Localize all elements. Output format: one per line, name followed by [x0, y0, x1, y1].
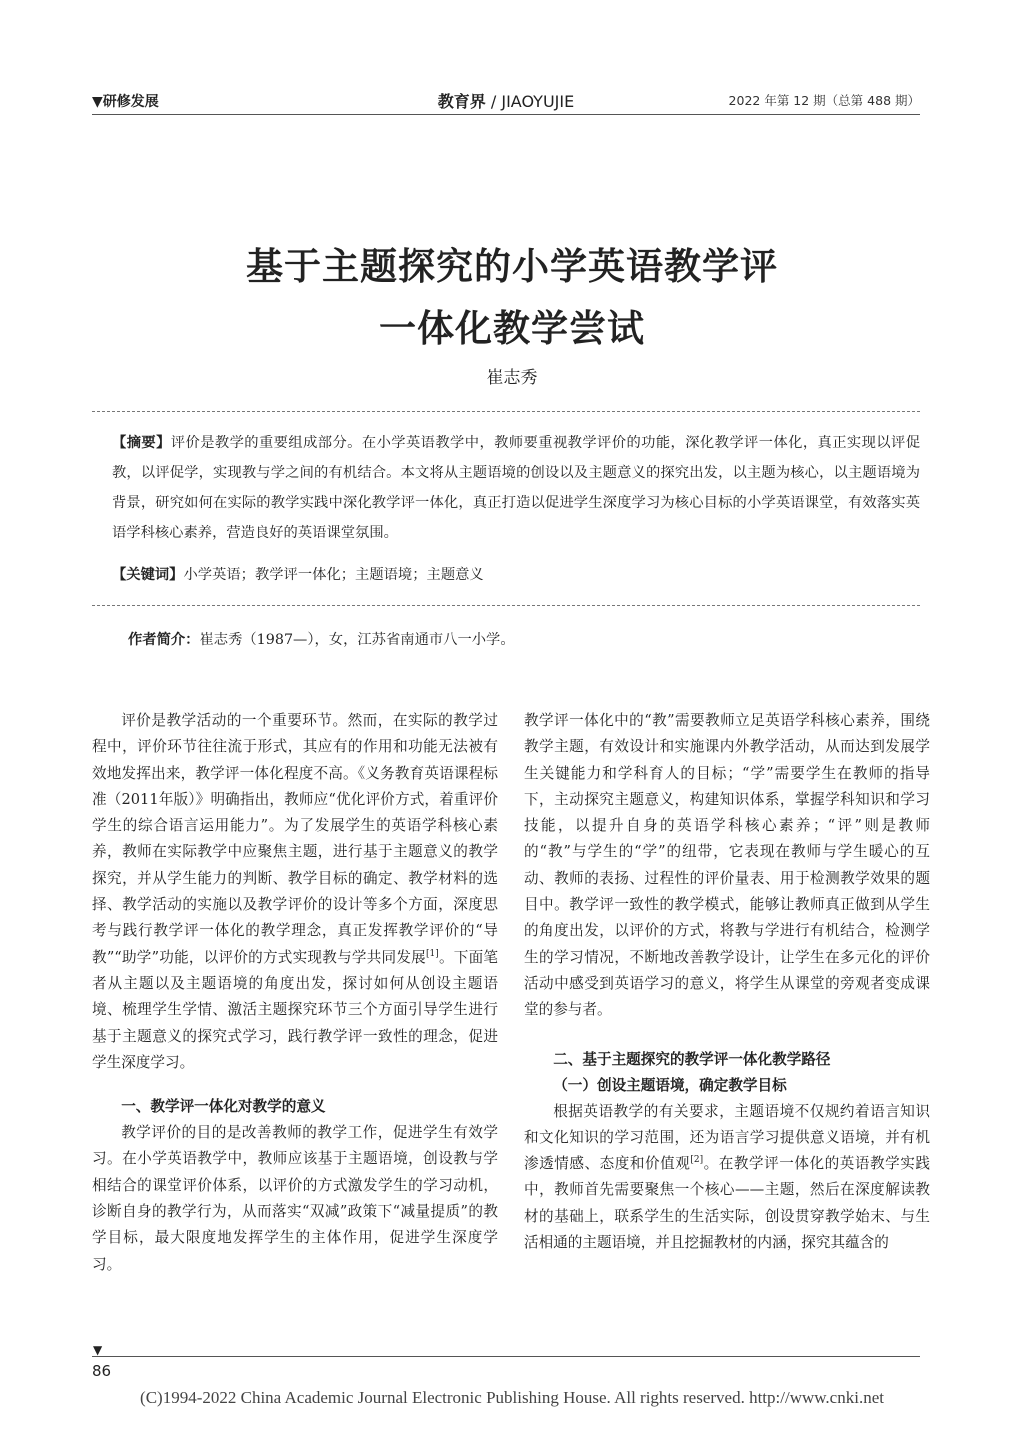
keywords: [112, 560, 920, 590]
abstract-top-divider: [92, 411, 920, 412]
abstract: [112, 428, 920, 548]
journal-name-en: / JIAOYUJIE: [485, 92, 575, 111]
author-name: 崔志秀: [486, 368, 538, 388]
section-label: ▼研修发展: [92, 94, 159, 110]
citation-ref: [1]: [425, 948, 439, 959]
abstract-text: 评价是教学的重要组成部分。在小学英语教学中，教师要重视教学评价的功能，深化教学评一体化，真正实现以评促教，以评促学，实现教与学之间的有机结合。本文将从主题语境的创设以及主题意义的探究出发，以主题为核心，以主题语境为背景，研究如何在实际的教学实践中深化教学评一体化，真正打造以促进学生深度学习为核心目标的小学英语课堂，有效落实英语学科核心素养，营造良好的英语课堂氛围。: [112, 435, 920, 541]
article-title: [0, 235, 1024, 359]
footer-rule: [92, 1356, 920, 1357]
paragraph-text: 。下面笔者从主题以及主题语境的角度出发，探讨如何从创设主题语境、梳理学生学情、激活主题探究环节三个方面引导学生进行基于主题意义的探究式学习，践行教学评一致性的理念，促进学生深度学习。: [92, 948, 498, 1071]
bio-label: 作者简介：: [128, 632, 200, 648]
section-heading: 二、基于主题探究的教学评一体化教学路径: [553, 1050, 831, 1068]
issue-info: 2022 年第 12 期（总第 488 期）: [728, 93, 920, 108]
paragraph-text: 根据英语教学的有关要求，主题语境不仅规约着语言知识和文化知识的学习范围，还为语言学习提供意义语境，并有机渗透情感、态度和价值观: [524, 1102, 930, 1173]
page-number: 86: [92, 1362, 112, 1380]
header-rule: [92, 114, 920, 115]
running-header: [92, 89, 920, 111]
body-column-left: [92, 708, 498, 1278]
title-line-2: 一体化教学尝试: [379, 306, 645, 350]
subsection-heading: （一）创设主题语境，确定教学目标: [553, 1076, 787, 1094]
journal-name-cn: 教育界: [437, 92, 486, 111]
paragraph: 教学评一体化中的“教”需要教师立足英语学科核心素养，围绕教学主题，有效设计和实施课内外教学活动，从而达到发展学生关键能力和学科育人的目标；“学”需要学生在教师的指导下，主动探究主题意义，构建知识体系，掌握学科知识和学习技能，以提升自身的英语学科核心素养；“评”则是教师的“教”与学生的“学”的纽带，它表现在教师与学生暖心的互动、教师的表扬、过程性的评价量表、用于检测教学效果的题目中。教学评一致性的教学模式，能够让教师真正做到从学生的角度出发，以评价的方式，将教与学进行有机结合，检测学生的学习情况，不断地改善教学设计，让学生在多元化的评价活动中感受到英语学习的意义，将学生从课堂的旁观者变成课堂的参与者。: [524, 712, 930, 1019]
paragraph: [92, 708, 498, 1076]
body-column-right: [524, 708, 930, 1256]
section-heading: 一、教学评一体化对教学的意义: [121, 1098, 326, 1116]
abstract-bottom-divider: [92, 605, 920, 606]
author-bio: [128, 628, 908, 652]
paragraph: 教学评价的目的是改善教师的教学工作，促进学生有效学习。在小学英语教学中，教师应该基于主题语境，创设教与学相结合的课堂评价体系，以评价的方式激发学生的学习动机，诊断自身的教学行为，从而落实“双减”政策下“减量提质”的教学目标，最大限度地发挥学生的主体作用，促进学生深度学习。: [92, 1124, 498, 1273]
paragraph-text: 。在教学评一体化的英语教学实践中，教师首先需要聚焦一个核心——主题，然后在深度解读教材的基础上，联系学生的生活实际，创设贯穿教学始末、与生活相通的主题语境，并且挖掘教材的内涵，探究其蕴含的: [524, 1155, 930, 1252]
keywords-label: 【关键词】: [112, 567, 184, 583]
paragraph: [524, 1099, 930, 1257]
paragraph-text: 评价是教学活动的一个重要环节。然而，在实际的教学过程中，评价环节往往流于形式，其应有的作用和功能无法被有效地发挥出来，教学评一体化程度不高。《义务教育英语课程标准（2011年版）》明确指出，教师应“优化评价方式，着重评价学生的综合语言运用能力”。为了发展学生的英语学科核心素养，教师在实际教学中应聚焦主题，进行基于主题意义的教学探究，并从学生能力的判断、教学目标的确定、教学材料的选择、教学活动的实施以及教学评价的设计等多个方面，深度思考与践行教学评一体化的教学理念，真正发挥教学评价的“导教”“助学”功能，以评价的方式实现教与学共同发展: [92, 712, 498, 966]
page-marker-icon: ▼: [93, 1343, 103, 1357]
citation-ref: [2]: [690, 1155, 704, 1166]
abstract-label: 【摘要】: [112, 435, 171, 451]
keywords-text: 小学英语；教学评一体化；主题语境；主题意义: [183, 567, 484, 583]
copyright-line: (C)1994-2022 China Academic Journal Electronic Publishing House. All rights reserved. http://www.cnki.net: [140, 1388, 884, 1407]
title-line-1: 基于主题探究的小学英语教学评: [246, 244, 778, 288]
bio-text: 崔志秀（1987—），女，江苏省南通市八一小学。: [199, 632, 515, 648]
